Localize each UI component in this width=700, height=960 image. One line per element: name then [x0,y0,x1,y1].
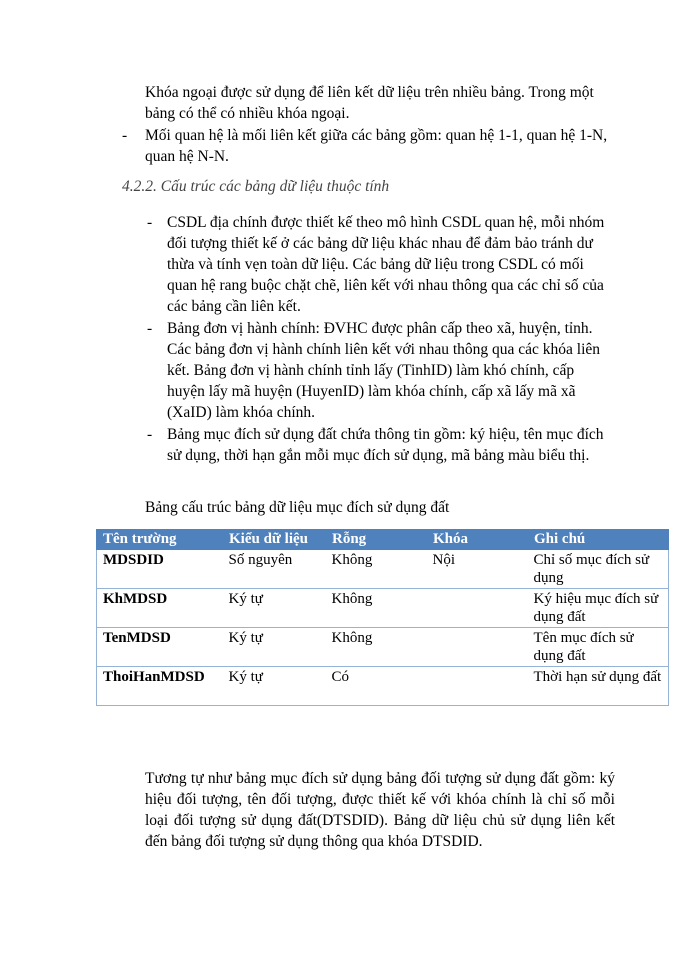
key-cell: Nội [427,550,528,589]
key-cell [427,667,528,706]
column-header: Tên trường [97,530,223,550]
nullable-cell: Có [326,667,427,706]
field-name-cell: KhMDSD [97,589,223,628]
data-type-cell: Ký tự [223,667,326,706]
key-cell [427,628,528,667]
table-caption: Bảng cấu trúc bảng dữ liệu mục đích sử dụng đất [145,499,450,516]
column-header: Ghi chú [528,530,669,550]
closing-paragraph: Tương tự như bảng mục đích sử dụng bảng đối tượng sử dụng đất gồm: ký hiệu đối tượng, tên đối tượng, được thiết kế với khóa chính là chỉ số mỗi loại đối tượng sử dụng đất(DTSDID). Bảng dữ liệu chủ sử dụng liên kết đến bảng đối tượng sử dụng thông qua khóa DTSDID. [145,770,615,850]
key-cell [427,589,528,628]
bullet-dash: - [122,127,128,144]
column-header: Kiểu dữ liệu [223,530,326,550]
table-row [97,589,669,628]
table-header-row [97,530,669,550]
column-header: Khóa [427,530,528,550]
note-cell: Tên mục đích sử dụng đất [528,628,669,667]
nullable-cell: Không [326,628,427,667]
data-type-cell: Ký tự [223,628,326,667]
table-row [97,550,669,589]
field-name-cell: ThoiHanMDSD [97,667,223,706]
note-cell: Ký hiệu mục đích sử dụng đất [528,589,669,628]
table-row [97,628,669,667]
nullable-cell: Không [326,589,427,628]
note-cell: Thời hạn sử dụng đất [528,667,669,706]
bullet-dash: - [147,426,153,443]
bullet-text: CSDL địa chính được thiết kế theo mô hình CSDL quan hệ, mỗi nhóm đối tượng thiết kế ở các bảng dữ liệu khác nhau để đảm bảo tránh dư thừa và tính vẹn toàn dữ liệu. Các bảng dữ liệu trong CSDL có mối quan hệ rang buộc chặt chẽ, liên kết với nhau thông qua các chỉ số của các bảng cần liên kết. [167,214,605,315]
table-row [97,667,669,706]
bullet-dash: - [147,214,153,231]
bullet-dash: - [147,320,153,337]
bullet-text: Bảng mục đích sử dụng đất chứa thông tin gồm: ký hiệu, tên mục đích sử dụng, thời hạn gắn mỗi mục đích sử dụng, mã bảng màu biểu thị. [167,426,604,464]
data-type-cell: Ký tự [223,589,326,628]
bullet-text: Bảng đơn vị hành chính: ĐVHC được phân cấp theo xã, huyện, tỉnh. Các bảng đơn vị hành chính liên kết với nhau thông qua các khóa liên kết. Bảng đơn vị hành chính tỉnh lấy (TinhID) làm khó chính, cấp huyện lấy mã huyện (HuyenID) làm khóa chính, cấp xã lấy mã xã (XaID) làm khóa chính. [167,320,601,421]
note-cell: Chỉ số mục đích sử dụng [528,550,669,589]
field-name-cell: TenMDSD [97,628,223,667]
section-heading: 4.2.2. Cấu trúc các bảng dữ liệu thuộc tính [122,178,390,195]
land-use-structure-table [96,529,669,706]
field-name-cell: MDSDID [97,550,223,589]
column-header: Rỗng [326,530,427,550]
intro-paragraph: Khóa ngoại được sử dụng để liên kết dữ liệu trên nhiều bảng. Trong một bảng có thể có nhiều khóa ngoại. [145,84,594,122]
nullable-cell: Không [326,550,427,589]
bullet-text: Mối quan hệ là mối liên kết giữa các bảng gồm: quan hệ 1-1, quan hệ 1-N, quan hệ N-N. [145,127,608,165]
data-type-cell: Số nguyên [223,550,326,589]
